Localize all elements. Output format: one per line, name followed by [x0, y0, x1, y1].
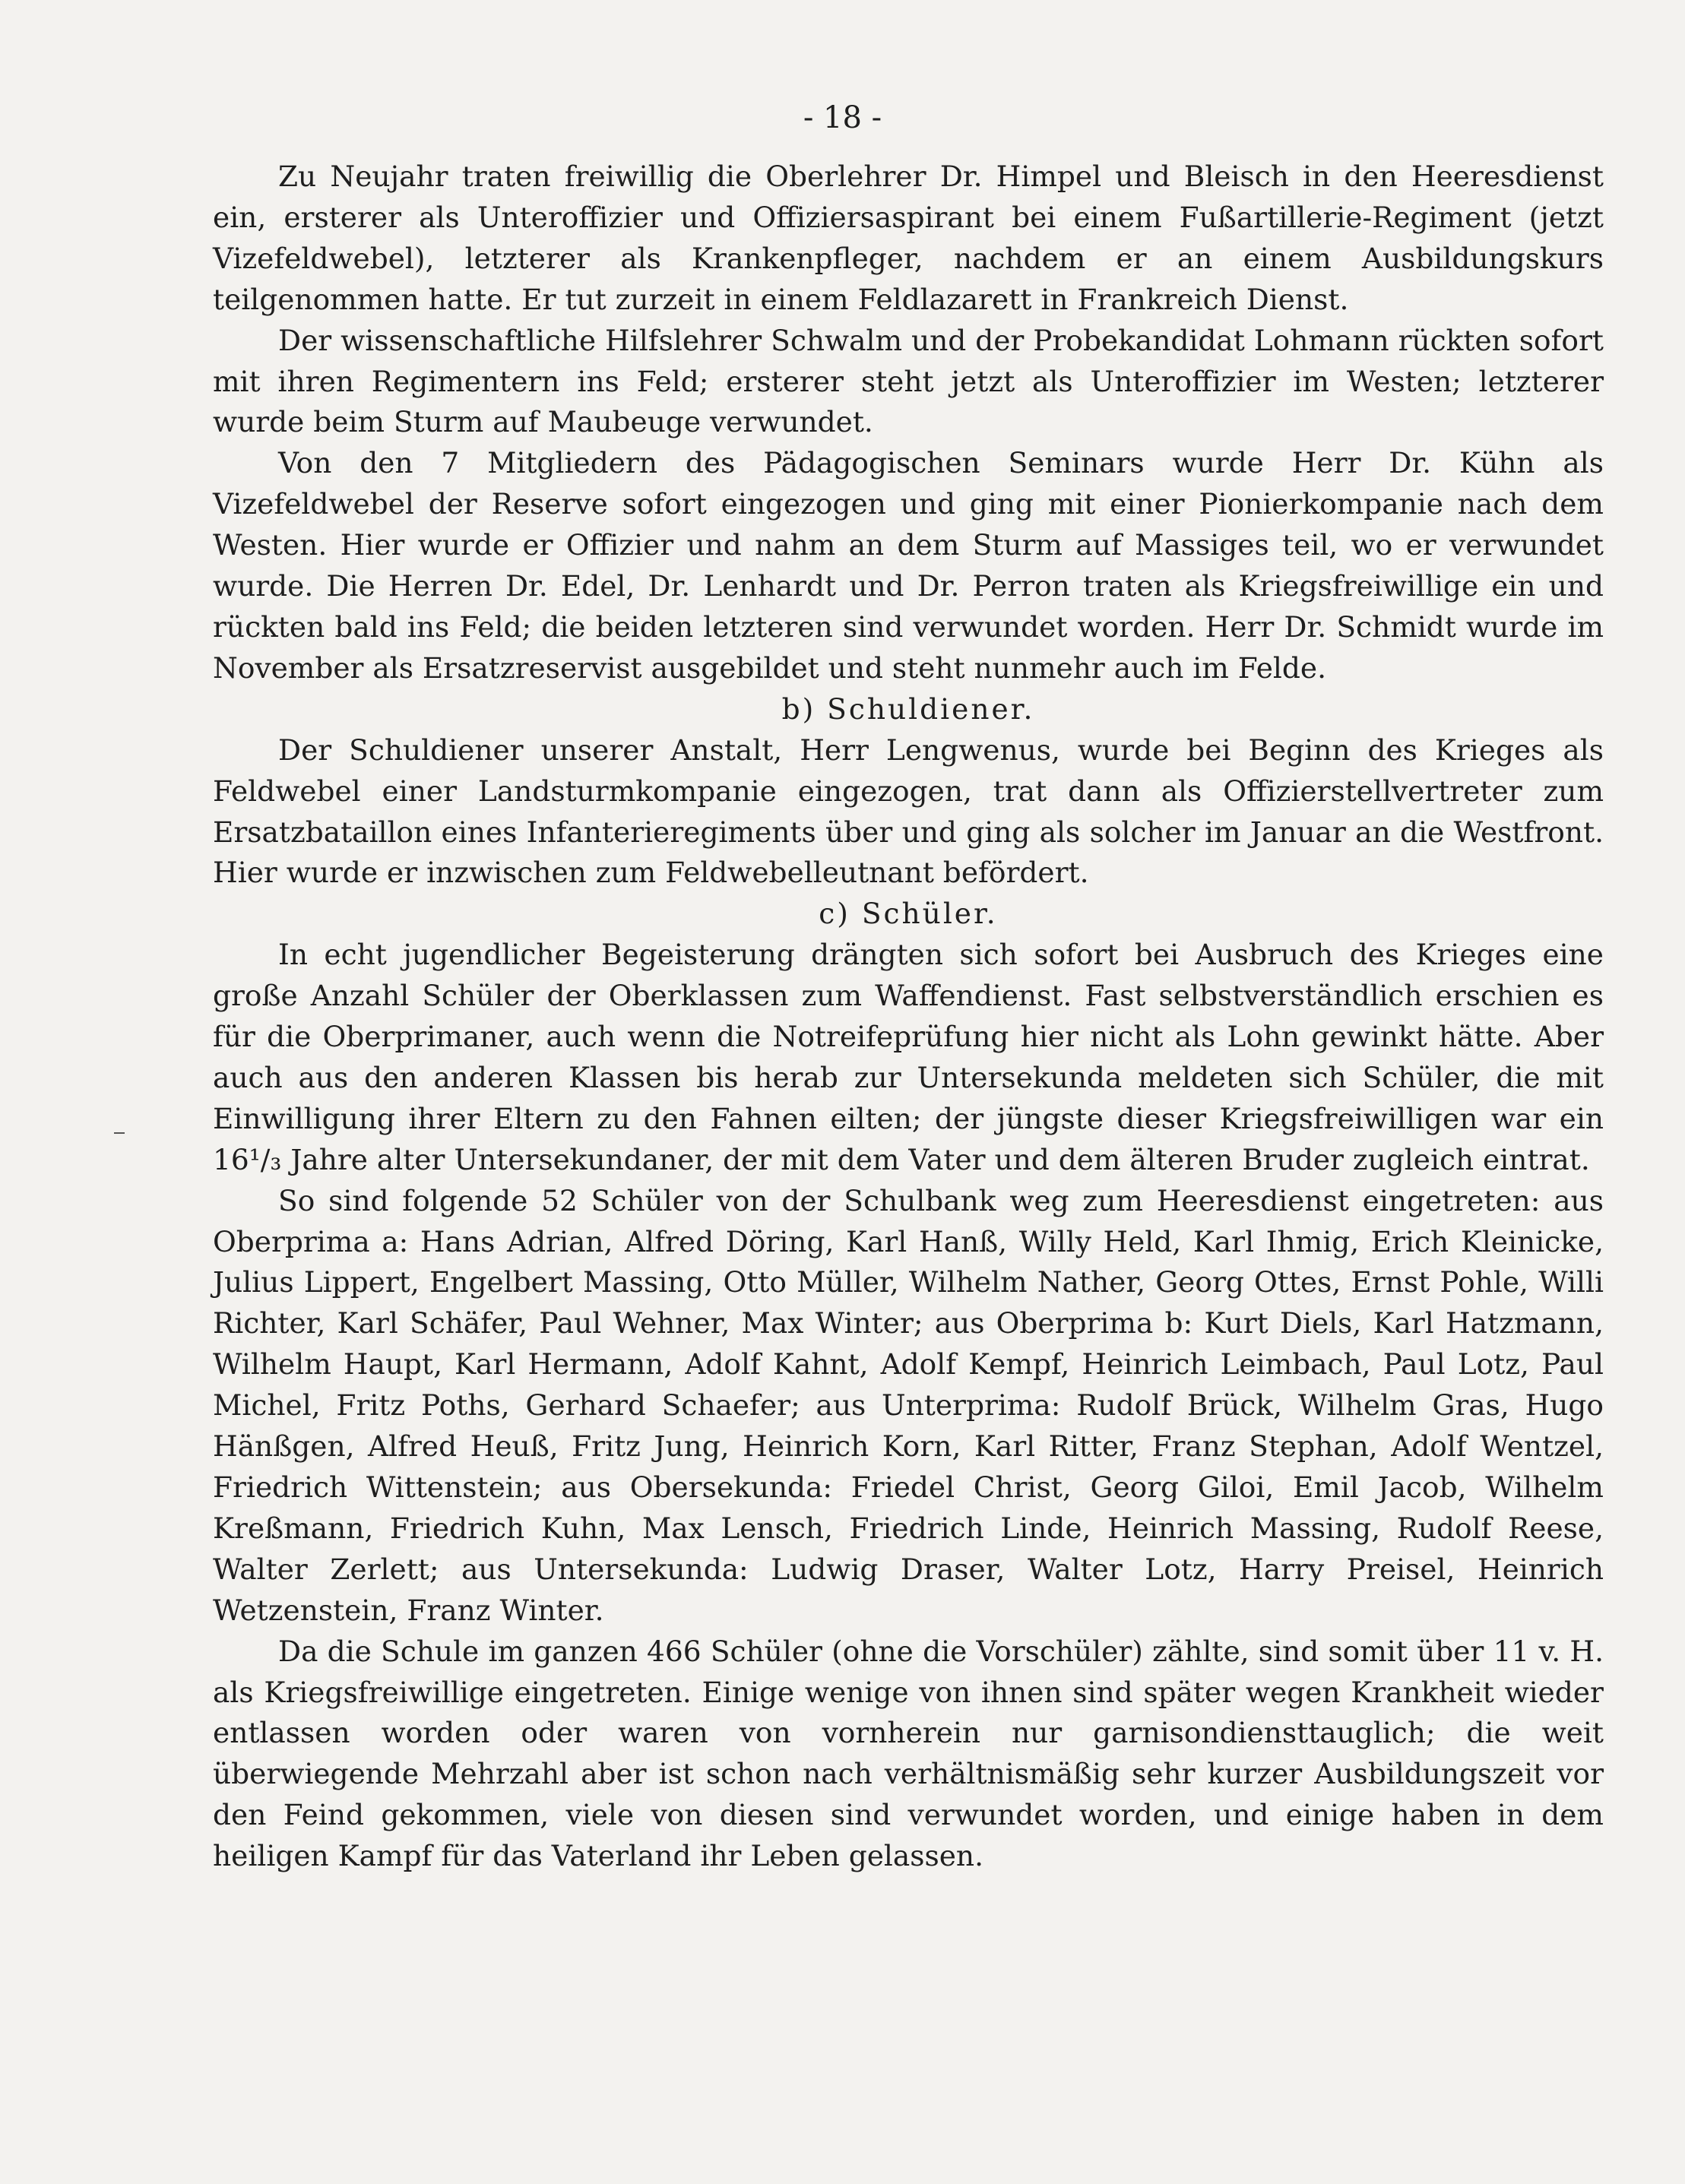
body-text — [213, 157, 1604, 1877]
scan-mark — [114, 1132, 125, 1134]
paragraph-student-list: So sind folgende 52 Schüler von der Schulbank weg zum Heeresdienst eingetreten: aus Oberprima a: Hans Adrian, Alfred Döring, Karl Hanß, Willy Held, Karl Ihmig, Erich Kleinicke, Julius Lippert, Engelbert Massing, Otto Müller, Wilhelm Nather, Georg Ottes, Ernst Pohle, Willi Richter, Karl Schäfer, Paul Wehner, Max Winter; aus Oberprima b: Kurt Diels, Karl Hatzmann, Wilhelm Haupt, Karl Hermann, Adolf Kahnt, Adolf Kempf, Heinrich Leimbach, Paul Lotz, Paul Michel, Fritz Poths, Gerhard Schaefer; aus Unterprima: Rudolf Brück, Wilhelm Gras, Hugo Hänßgen, Alfred Heuß, Fritz Jung, Heinrich Korn, Karl Ritter, Franz Stephan, Adolf Wentzel, Friedrich Wittenstein; aus Obersekunda: Friedel Christ, Georg Giloi, Emil Jacob, Wilhelm Kreßmann, Friedrich Kuhn, Max Lensch, Friedrich Linde, Heinrich Massing, Rudolf Reese, Walter Zerlett; aus Untersekunda: Ludwig Draser, Walter Lotz, Harry Preisel, Heinrich Wetzenstein, Franz Winter. — [213, 1183, 1604, 1627]
paragraph-student-enthusiasm: In echt jugendlicher Begeisterung drängten sich sofort bei Ausbruch des Krieges eine große Anzahl Schüler der Oberklassen zum Waffendienst. Fast selbstverständlich erschien es für die Oberprimaner, auch wenn die Notreifeprüfung hier nicht als Lohn gewinkt hätte. Aber auch aus den anderen Klassen bis herab zur Untersekunda meldeten sich Schüler, die mit Einwilligung ihrer Eltern zu den Fahnen eilten; der jüngste dieser Kriegsfreiwilligen war ein 16¹/₃ Jahre alter Untersekundaner, der mit dem Vater und dem älteren Bruder zugleich eintrat. — [213, 938, 1604, 1176]
paragraph-school-servant: Der Schuldiener unserer Anstalt, Herr Lengwenus, wurde bei Beginn des Krieges als Feldwebel einer Landsturmkompanie eingezogen, trat dann als Offizierstellvertreter zum Ersatzbataillon eines Infanterieregiments über und ging als solcher im Januar an die Westfront. Hier wurde er inzwischen zum Feldwebelleutnant befördert. — [213, 733, 1604, 890]
page-number: - 18 - — [803, 100, 882, 135]
section-heading-students: c) Schüler. — [819, 897, 998, 931]
section-heading-school-servant: b) Schuldiener. — [781, 692, 1035, 726]
paragraph-teachers-volunteers: Zu Neujahr traten freiwillig die Oberlehrer Dr. Himpel und Bleisch in den Heeresdienst ein, ersterer als Unteroffizier und Offiziersaspirant bei einem Fußartillerie-Regiment (jetzt Vizefeldwebel), letzterer als Krankenpfleger, nachdem er an einem Ausbildungskurs teilgenommen hatte. Er tut zurzeit in einem Feldlazarett in Frankreich Dienst. — [213, 160, 1604, 316]
paragraph-seminar-members: Von den 7 Mitgliedern des Pädagogischen Seminars wurde Herr Dr. Kühn als Vizefeldwebel der Reserve sofort eingezogen und ging mit einer Pionierkompanie nach dem Westen. Hier wurde er Offizier und nahm an dem Sturm auf Massiges teil, wo er verwundet wurde. Die Herren Dr. Edel, Dr. Lenhardt und Dr. Perron traten als Kriegsfreiwillige ein und rückten bald ins Feld; die beiden letzteren sind verwundet worden. Herr Dr. Schmidt wurde im November als Ersatzreservist ausgebildet und steht nunmehr auch im Felde. — [213, 446, 1604, 685]
paragraph-assistant-teachers: Der wissenschaftliche Hilfslehrer Schwalm und der Probekandidat Lohmann rückten sofort mit ihren Regimentern ins Feld; ersterer steht jetzt als Unteroffizier im Westen; letzterer wurde beim Sturm auf Maubeuge verwundet. — [213, 323, 1604, 439]
paragraph-statistics: Da die Schule im ganzen 466 Schüler (ohne die Vorschüler) zählte, sind somit über 11 v. H. als Kriegsfreiwillige eingetreten. Einige wenige von ihnen sind später wegen Krankheit wieder entlassen worden oder waren von vornherein nur garnisondiensttauglich; die weit überwiegende Mehrzahl aber ist schon nach verhältnismäßig sehr kurzer Ausbildungszeit vor den Feind gekommen, viele von diesen sind verwundet worden, und einige haben in dem heiligen Kampf für das Vaterland ihr Leben gelassen. — [213, 1634, 1604, 1873]
